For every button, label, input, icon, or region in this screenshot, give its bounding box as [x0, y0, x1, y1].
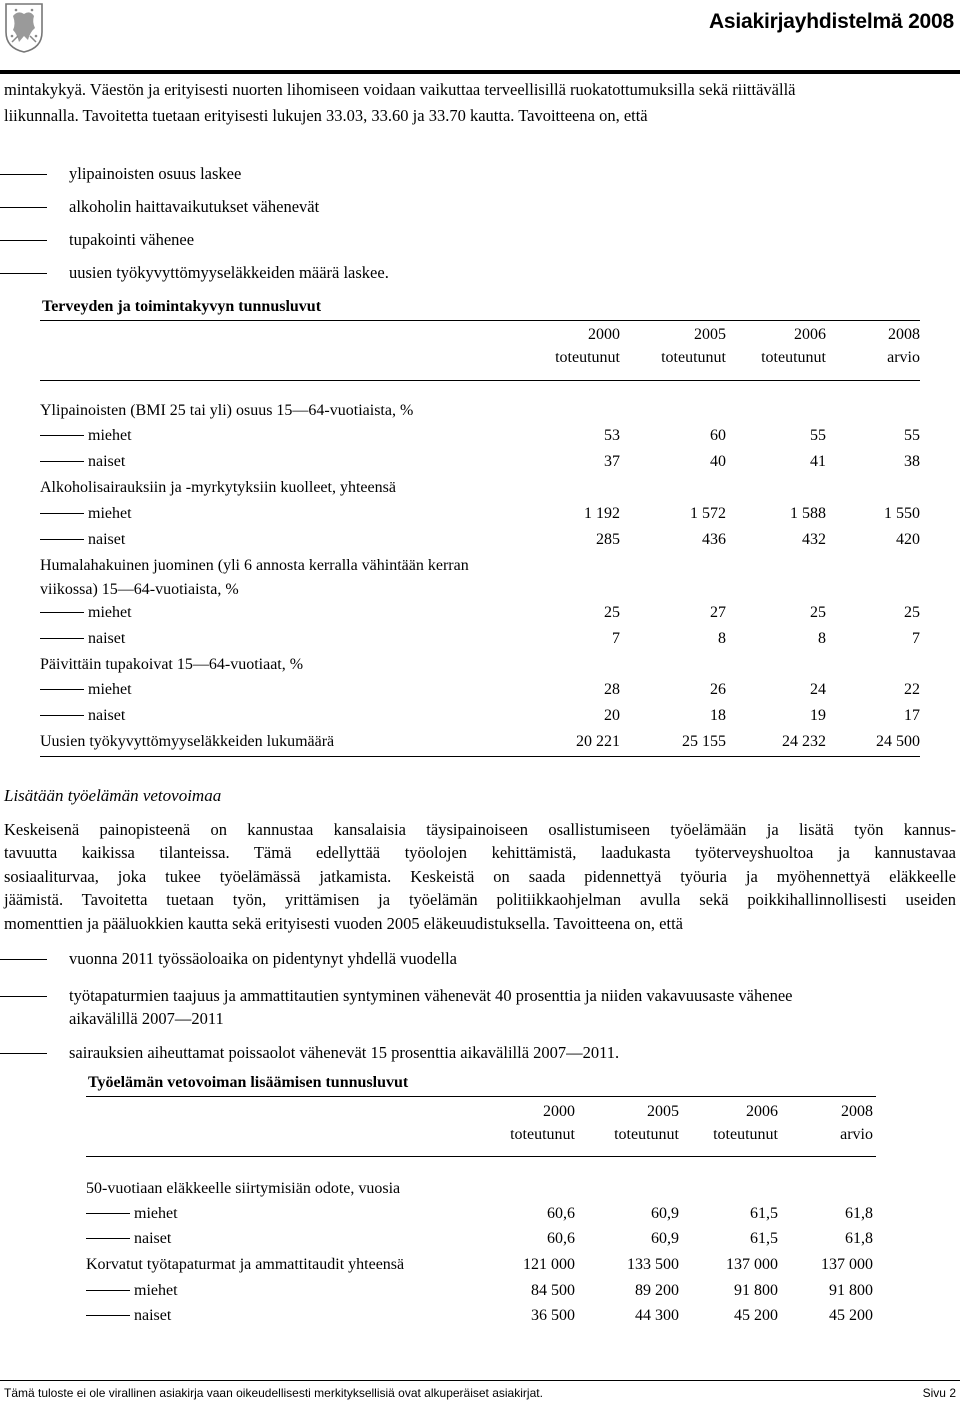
- row-label-text: Korvatut työtapaturmat ja ammattitaudit yhteensä: [86, 1256, 405, 1273]
- table-cell-value: 22: [904, 681, 920, 698]
- table-cell-value: 61,8: [845, 1205, 873, 1222]
- row-dash: [40, 461, 84, 462]
- intro-bullet: alkoholin haittavaikutukset vähenevät: [69, 197, 320, 216]
- table-cell-value: 285: [596, 531, 620, 548]
- row-dash: [86, 1213, 130, 1214]
- intro-bullet: tupakointi vähenee: [69, 230, 195, 249]
- table-cell-value: 91 800: [734, 1282, 778, 1299]
- table-cell-value: 40: [710, 453, 726, 470]
- row-dash: [40, 513, 84, 514]
- row-dash: [86, 1290, 130, 1291]
- bullet-dash: [0, 959, 47, 960]
- row-dash: [40, 638, 84, 639]
- paragraph-line: Keskeisenä painopisteenä on kannustaa kansalaisia täysipainoiseen osallistumiseen työelämään ja lisätä työn kannus-: [4, 820, 956, 839]
- column-status: arvio: [840, 1126, 873, 1143]
- row-dash: [40, 715, 84, 716]
- column-year-2005: 2005: [647, 1103, 679, 1120]
- bullet-dash: [0, 207, 47, 208]
- row-label-text: Päivittäin tupakoivat 15—64-vuotiaat, %: [40, 656, 304, 673]
- row-label-text: Uusien työkyvyttömyyseläkkeiden lukumäärä: [40, 733, 335, 750]
- table-cell-value: 60,9: [651, 1205, 679, 1222]
- table-cell-value: 60,9: [651, 1230, 679, 1247]
- footer-rule: [0, 1380, 960, 1381]
- table-cell-value: 137 000: [821, 1256, 873, 1273]
- table-cell-value: 38: [904, 453, 920, 470]
- footer-page-number: Sivu 2: [922, 1386, 956, 1400]
- column-status: toteutunut: [713, 1126, 778, 1143]
- table-cell-value: 25: [904, 604, 920, 621]
- bullet-dash: [0, 1053, 47, 1054]
- paragraph-line: sosiaaliturvaa, joka tukee työelämässä jatkamista. Keskeistä on saada pidennettyä työuria ja myöhennettyä eläkkeelle: [4, 866, 956, 886]
- column-status: toteutunut: [555, 349, 620, 366]
- table-cell-value: 60,6: [547, 1230, 575, 1247]
- table1-bottom-rule: [40, 756, 920, 757]
- table-cell-value: 55: [904, 427, 920, 444]
- row-label: [40, 705, 125, 727]
- table-cell-value: 36 500: [531, 1307, 575, 1324]
- table-cell-value: 61,5: [750, 1205, 778, 1222]
- row-label: [40, 477, 396, 499]
- table-cell-value: 27: [710, 604, 726, 621]
- table-cell-value: 420: [896, 531, 920, 548]
- column-year-2005: 2005: [694, 326, 726, 343]
- row-label: [40, 679, 132, 701]
- row-label: [40, 602, 132, 624]
- table1-title: Terveyden ja toimintakyvyn tunnusluvut: [42, 298, 322, 315]
- document-title: Asiakirjayhdistelmä 2008: [708, 10, 954, 33]
- row-label-text: Humalahakuinen juominen (yli 6 annosta kerralla vähintään kerran: [40, 557, 469, 574]
- table-cell-value: 137 000: [726, 1256, 778, 1273]
- table-cell-value: 17: [904, 707, 920, 724]
- table-cell-value: 41: [810, 453, 826, 470]
- table-cell-value: 45 200: [829, 1307, 873, 1324]
- row-label: [40, 628, 125, 650]
- table-cell-value: 84 500: [531, 1282, 575, 1299]
- intro-line-2: liikunnalla. Tavoitetta tuetaan erityisesti lukujen 33.03, 33.60 ja 33.70 kautta. Tavoitteena on, että: [4, 106, 648, 125]
- table2-title: Työelämän vetovoiman lisäämisen tunnusluvut: [88, 1074, 409, 1091]
- table-cell-value: 20: [604, 707, 620, 724]
- table-cell-value: 20 221: [576, 733, 620, 750]
- column-status: toteutunut: [761, 349, 826, 366]
- row-label-text: miehet: [134, 1205, 178, 1222]
- column-year-2008: 2008: [841, 1103, 873, 1120]
- table-cell-value: 89 200: [635, 1282, 679, 1299]
- table-cell-value: 1 588: [790, 505, 826, 522]
- row-label: [40, 529, 125, 551]
- column-year-2000: 2000: [543, 1103, 575, 1120]
- row-label: [40, 503, 132, 525]
- table-cell-value: 24 232: [782, 733, 826, 750]
- row-label-text: naiset: [88, 707, 126, 724]
- footer-disclaimer: Tämä tuloste ei ole virallinen asiakirja vaan oikeudellisesti merkityksellisiä ovat alkuperäiset asiakirjat.: [4, 1386, 543, 1400]
- row-dash: [40, 612, 84, 613]
- row-label-text: miehet: [88, 604, 132, 621]
- table-cell-value: 45 200: [734, 1307, 778, 1324]
- row-label-text: naiset: [88, 630, 126, 647]
- table-cell-value: 25: [604, 604, 620, 621]
- paragraph-line: jäämistä. Tavoitetta tuetaan työn, yrittämisen ja työelämän politiikkaohjelman avulla sekä poikkihallinnollisesti useiden: [4, 890, 956, 910]
- table-cell-value: 19: [810, 707, 826, 724]
- row-dash: [40, 435, 84, 436]
- table-cell-value: 8: [818, 630, 826, 647]
- column-year-2006: 2006: [746, 1103, 778, 1120]
- row-label-text: naiset: [88, 531, 126, 548]
- row-label: [86, 1203, 178, 1225]
- row-label: [86, 1305, 171, 1327]
- table-cell-value: 28: [604, 681, 620, 698]
- row-label: [40, 400, 413, 422]
- row-dash: [40, 689, 84, 690]
- table-cell-value: 26: [710, 681, 726, 698]
- table-cell-value: 53: [604, 427, 620, 444]
- intro-bullet: uusien työkyvyttömyyseläkkeiden määrä laskee.: [69, 263, 389, 282]
- table-cell-value: 7: [612, 630, 620, 647]
- table-cell-value: 24: [810, 681, 826, 698]
- row-label: [86, 1254, 404, 1276]
- table-cell-value: 25: [810, 604, 826, 621]
- table-cell-value: 7: [912, 630, 920, 647]
- table1-head-rule: [40, 380, 920, 381]
- table-cell-value: 133 500: [627, 1256, 679, 1273]
- table-cell-value: 60,6: [547, 1205, 575, 1222]
- bullet-line: vuonna 2011 työssäoloaika on pidentynyt yhdellä vuodella: [69, 949, 457, 968]
- table-cell-value: 91 800: [829, 1282, 873, 1299]
- row-label: [86, 1280, 178, 1302]
- paragraph-line: tavuutta kaikissa tilanteissa. Tämä edellyttää työolojen kehittämistä, laadukasta työterveyshuoltoa ja kannustavaa: [4, 843, 956, 863]
- row-label: [40, 425, 132, 447]
- column-status: arvio: [887, 349, 920, 366]
- table1-top-rule: [40, 320, 920, 321]
- column-status: toteutunut: [661, 349, 726, 366]
- table-cell-value: 24 500: [876, 733, 920, 750]
- row-label-text: miehet: [88, 681, 132, 698]
- intro-line-1: mintakykyä. Väestön ja erityisesti nuorten lihomiseen voidaan vaikuttaa terveellisillä ruokatottumuksilla sekä riittävällä: [4, 80, 796, 99]
- row-label-text: Ylipainoisten (BMI 25 tai yli) osuus 15—64-vuotiaista, %: [40, 402, 414, 419]
- row-label: [40, 555, 469, 577]
- column-year-2008: 2008: [888, 326, 920, 343]
- row-label-text: miehet: [88, 505, 132, 522]
- column-year-2000: 2000: [588, 326, 620, 343]
- table-cell-value: 61,5: [750, 1230, 778, 1247]
- table-cell-value: 61,8: [845, 1230, 873, 1247]
- bullet-line: sairauksien aiheuttamat poissaolot vähenevät 15 prosenttia aikavälillä 2007—2011.: [69, 1043, 620, 1062]
- row-dash: [86, 1315, 130, 1316]
- column-status: toteutunut: [614, 1126, 679, 1143]
- row-label-text: 50-vuotiaan eläkkeelle siirtymisiän odote, vuosia: [86, 1180, 401, 1197]
- section-heading: Lisätään työelämän vetovoimaa: [4, 786, 222, 805]
- row-label: [40, 731, 334, 753]
- table-cell-value: 25 155: [682, 733, 726, 750]
- row-label-text: miehet: [134, 1282, 178, 1299]
- row-label: [40, 451, 125, 473]
- row-label-text: naiset: [134, 1307, 172, 1324]
- coat-of-arms-lion-icon: [4, 2, 44, 54]
- bullet-dash: [0, 240, 47, 241]
- bullet-dash: [0, 996, 47, 997]
- bullet-line: työtapaturmien taajuus ja ammattitautien syntyminen vähenevät 40 prosenttia ja niiden vakavuusaste vähenee: [69, 986, 793, 1005]
- table-cell-value: 60: [710, 427, 726, 444]
- table2-top-rule: [86, 1096, 876, 1097]
- table-cell-value: 1 192: [584, 505, 620, 522]
- row-label-text: miehet: [88, 427, 132, 444]
- row-label-text: naiset: [134, 1230, 172, 1247]
- table-cell-value: 1 550: [884, 505, 920, 522]
- bullet-dash: [0, 273, 47, 274]
- paragraph-line: momenttien ja pääluokkien kautta sekä erityisesti vuoden 2005 eläkeuudistuksella. Tavoitteena on, että: [4, 913, 683, 933]
- table-cell-value: 8: [718, 630, 726, 647]
- table-cell-value: 432: [802, 531, 826, 548]
- column-status: toteutunut: [510, 1126, 575, 1143]
- row-label: [40, 654, 303, 676]
- row-dash: [86, 1238, 130, 1239]
- column-year-2006: 2006: [794, 326, 826, 343]
- table-cell-value: 18: [710, 707, 726, 724]
- row-label: [86, 1228, 171, 1250]
- table-cell-value: 55: [810, 427, 826, 444]
- row-label: [40, 579, 239, 601]
- table-cell-value: 121 000: [523, 1256, 575, 1273]
- table-cell-value: 436: [702, 531, 726, 548]
- intro-bullet: ylipainoisten osuus laskee: [69, 164, 242, 183]
- row-dash: [40, 539, 84, 540]
- table2-head-rule: [86, 1156, 876, 1157]
- row-label-text: naiset: [88, 453, 126, 470]
- bullet-line: aikavälillä 2007—2011: [69, 1009, 224, 1029]
- row-label: [86, 1178, 400, 1200]
- row-label-text: Alkoholisairauksiin ja -myrkytyksiin kuolleet, yhteensä: [40, 479, 396, 496]
- table-cell-value: 1 572: [690, 505, 726, 522]
- bullet-dash: [0, 174, 47, 175]
- header-rule: [0, 70, 960, 74]
- table-cell-value: 44 300: [635, 1307, 679, 1324]
- row-label-text: viikossa) 15—64-vuotiaista, %: [40, 581, 239, 598]
- table-cell-value: 37: [604, 453, 620, 470]
